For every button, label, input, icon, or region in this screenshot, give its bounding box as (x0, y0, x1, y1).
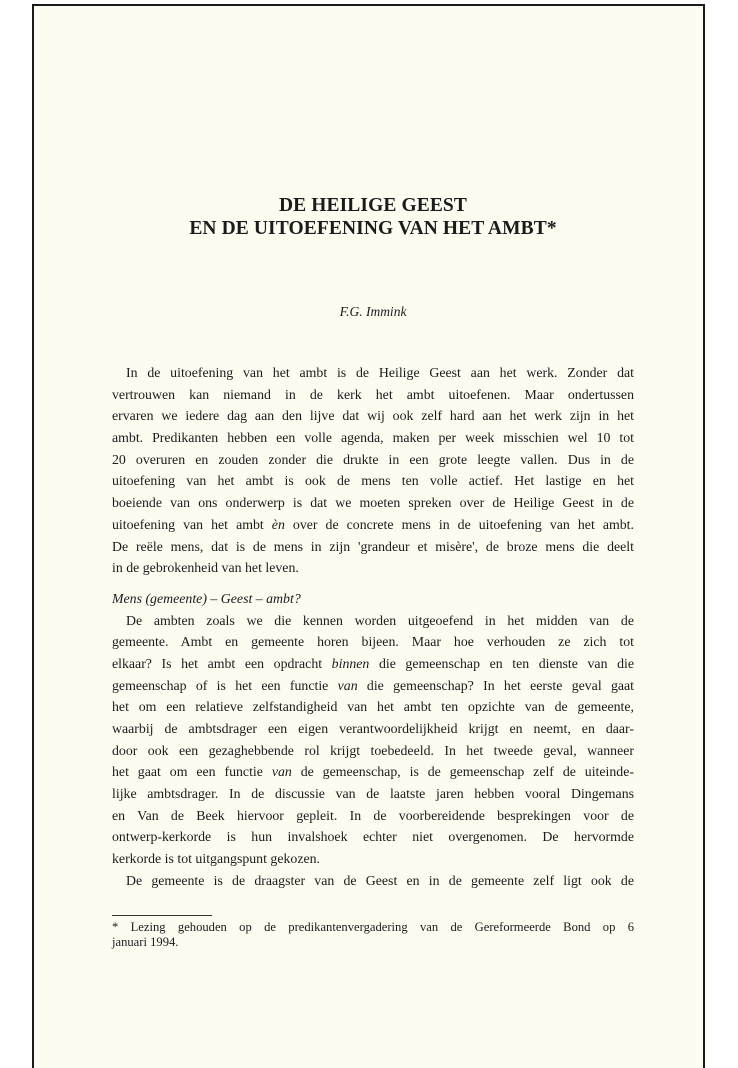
emphasis: van (271, 764, 292, 780)
body-text-segment: die gemeenschap en ten dienste van die (369, 655, 634, 671)
article-body (112, 362, 634, 892)
body-line: in de gebrokenheid van het leven. (112, 560, 299, 576)
body-line: boeiende van ons onderwerp is dat we moeten spreken over de Heilige Geest in de (112, 495, 634, 511)
body-text-segment: uitoefening van het ambt (112, 516, 272, 532)
footnote-divider (112, 915, 212, 916)
body-line: uitoefening van het ambt is ook de mens ten volle actief. Het lastige en het (112, 473, 634, 489)
paragraph-gap (112, 579, 634, 588)
title-line-2: EN DE UITOEFENING VAN HET AMBT* (189, 218, 557, 239)
document-page (32, 4, 705, 1068)
body-line: ambt. Predikanten hebben een volle agenda, maken per week misschien wel 10 tot (112, 430, 634, 446)
body-line: ervaren we iedere dag aan den lijve dat wij ook zelf hard aan het werk zijn in het (112, 408, 634, 424)
body-text-segment: elkaar? Is het ambt een opdracht (112, 655, 332, 671)
body-line: gemeente. Ambt en gemeente horen bijeen. Maar hoe verhouden ze zich tot (112, 634, 634, 650)
body-line: ontwerp-kerkorde is hun invalshoek echter niet overgenomen. De hervormde (112, 829, 634, 845)
body-line (112, 675, 634, 697)
paragraph-2 (112, 610, 634, 870)
emphasis: van (337, 677, 358, 693)
body-line: De reële mens, dat is de mens in zijn 'grandeur et misère', de broze mens die deelt (112, 538, 634, 554)
title-line-1: DE HEILIGE GEEST (278, 195, 467, 216)
body-line: het om een relatieve zelfstandigheid van het ambt ten opzichte van de gemeente, (112, 699, 634, 715)
body-text-segment: die gemeenschap? In het eerste geval gaat (357, 677, 635, 693)
section-heading: Mens (gemeente) – Geest – ambt? (112, 590, 301, 606)
body-line: vertrouwen kan niemand in de kerk het ambt uitoefenen. Maar ondertussen (112, 386, 634, 402)
emphasis: binnen (331, 655, 370, 671)
body-line: In de uitoefening van het ambt is de Heilige Geest aan het werk. Zonder dat (126, 365, 634, 380)
body-line: 20 overuren en zouden zonder die drukte in een grote leegte vallen. Dus in de (112, 451, 634, 467)
body-line: De gemeente is de draagster van de Geest en in de gemeente zelf ligt ook de (126, 872, 634, 888)
body-line (112, 761, 634, 783)
body-text-segment: het gaat om een functie (112, 764, 272, 780)
body-text-segment: over de concrete mens in de uitoefening van het ambt. (284, 516, 634, 532)
footnote-line: * Lezing gehouden op de predikantenvergadering van de Gereformeerde Bond op 6 (112, 920, 634, 934)
body-line: kerkorde is tot uitgangspunt gekozen. (112, 851, 320, 867)
body-line (112, 653, 634, 675)
paragraph-1 (112, 362, 634, 579)
body-line (112, 514, 634, 536)
body-text-segment: de gemeenschap, is de gemeenschap zelf de uiteinde- (291, 764, 634, 780)
body-line: De ambten zoals we die kennen worden uitgeoefend in het midden van de (126, 612, 634, 628)
body-text-segment: gemeenschap of is het een functie (112, 677, 338, 693)
body-line: door ook een gezaghebbende rol krijgt toebedeeld. In het tweede geval, wanneer (112, 742, 634, 758)
footnote (112, 920, 634, 950)
body-line: lijke ambtsdrager. In de discussie van de laatste jaren hebben vooral Dingemans (112, 786, 634, 802)
body-line: waarbij de ambtsdrager een eigen verantwoordelijkheid krijgt en neemt, en daar- (112, 721, 634, 736)
footnote-line: januari 1994. (112, 935, 179, 949)
author-name: F.G. Immink (339, 304, 407, 319)
paragraph-3 (112, 870, 634, 892)
body-line: en Van de Beek hiervoor gepleit. In de voorbereidende besprekingen voor de (112, 807, 634, 823)
emphasis: èn (271, 516, 285, 532)
article-title (112, 194, 634, 240)
